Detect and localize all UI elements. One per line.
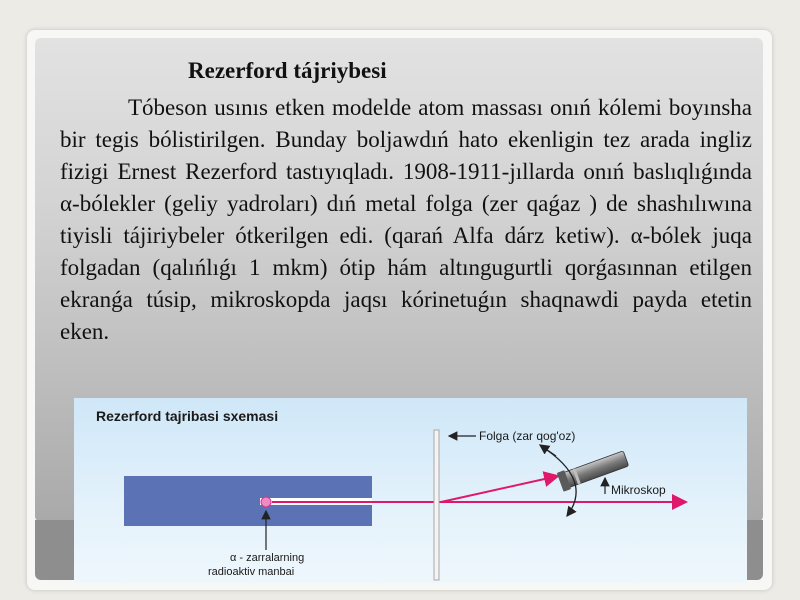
source-label-line1: α - zarralarning [230,552,305,564]
rotation-arc-start [540,445,556,456]
slide-body-text: Tóbeson usınıs etken modelde atom massası onıń kólemi boyınsha bir tegis bólistirilgen. Bunday boljawdıń hato ekenligin tez arada ingliz fizigi Ernest Rezerford tastıyıqladı. 1908-1911-jıllarda onıń baslıqlıǵında α-bólekler (geliy yadroları) dıń metal folga (zer qaǵaz ) de shashılıwına tiyisli tájiriybeler ótkerilgen edi. (qarań Alfa dárz ketiw). α-bólek juqa folgadan (qalıńlıǵı 1 mkm) ótip hám altıngugurtli qorǵasınnan etilgen ekranǵa túsip, mikroskopda jaqsı kórinetuǵın shaqnawdi payda etetin eken. [60,95,752,344]
source-label-line2: radioaktiv manbai [208,566,295,578]
diagram-title: Rezerford tajribasi sxemasi [96,408,279,424]
alpha-source-point [261,497,271,507]
foil [434,430,439,580]
slide-title: Rezerford tájriybesi [188,58,387,83]
scattered-beam [441,476,558,502]
foil-label: Folga (zar qog'oz) [479,429,576,443]
microscope-label: Mikroskop [611,483,666,497]
rutherford-experiment-diagram [74,398,747,583]
